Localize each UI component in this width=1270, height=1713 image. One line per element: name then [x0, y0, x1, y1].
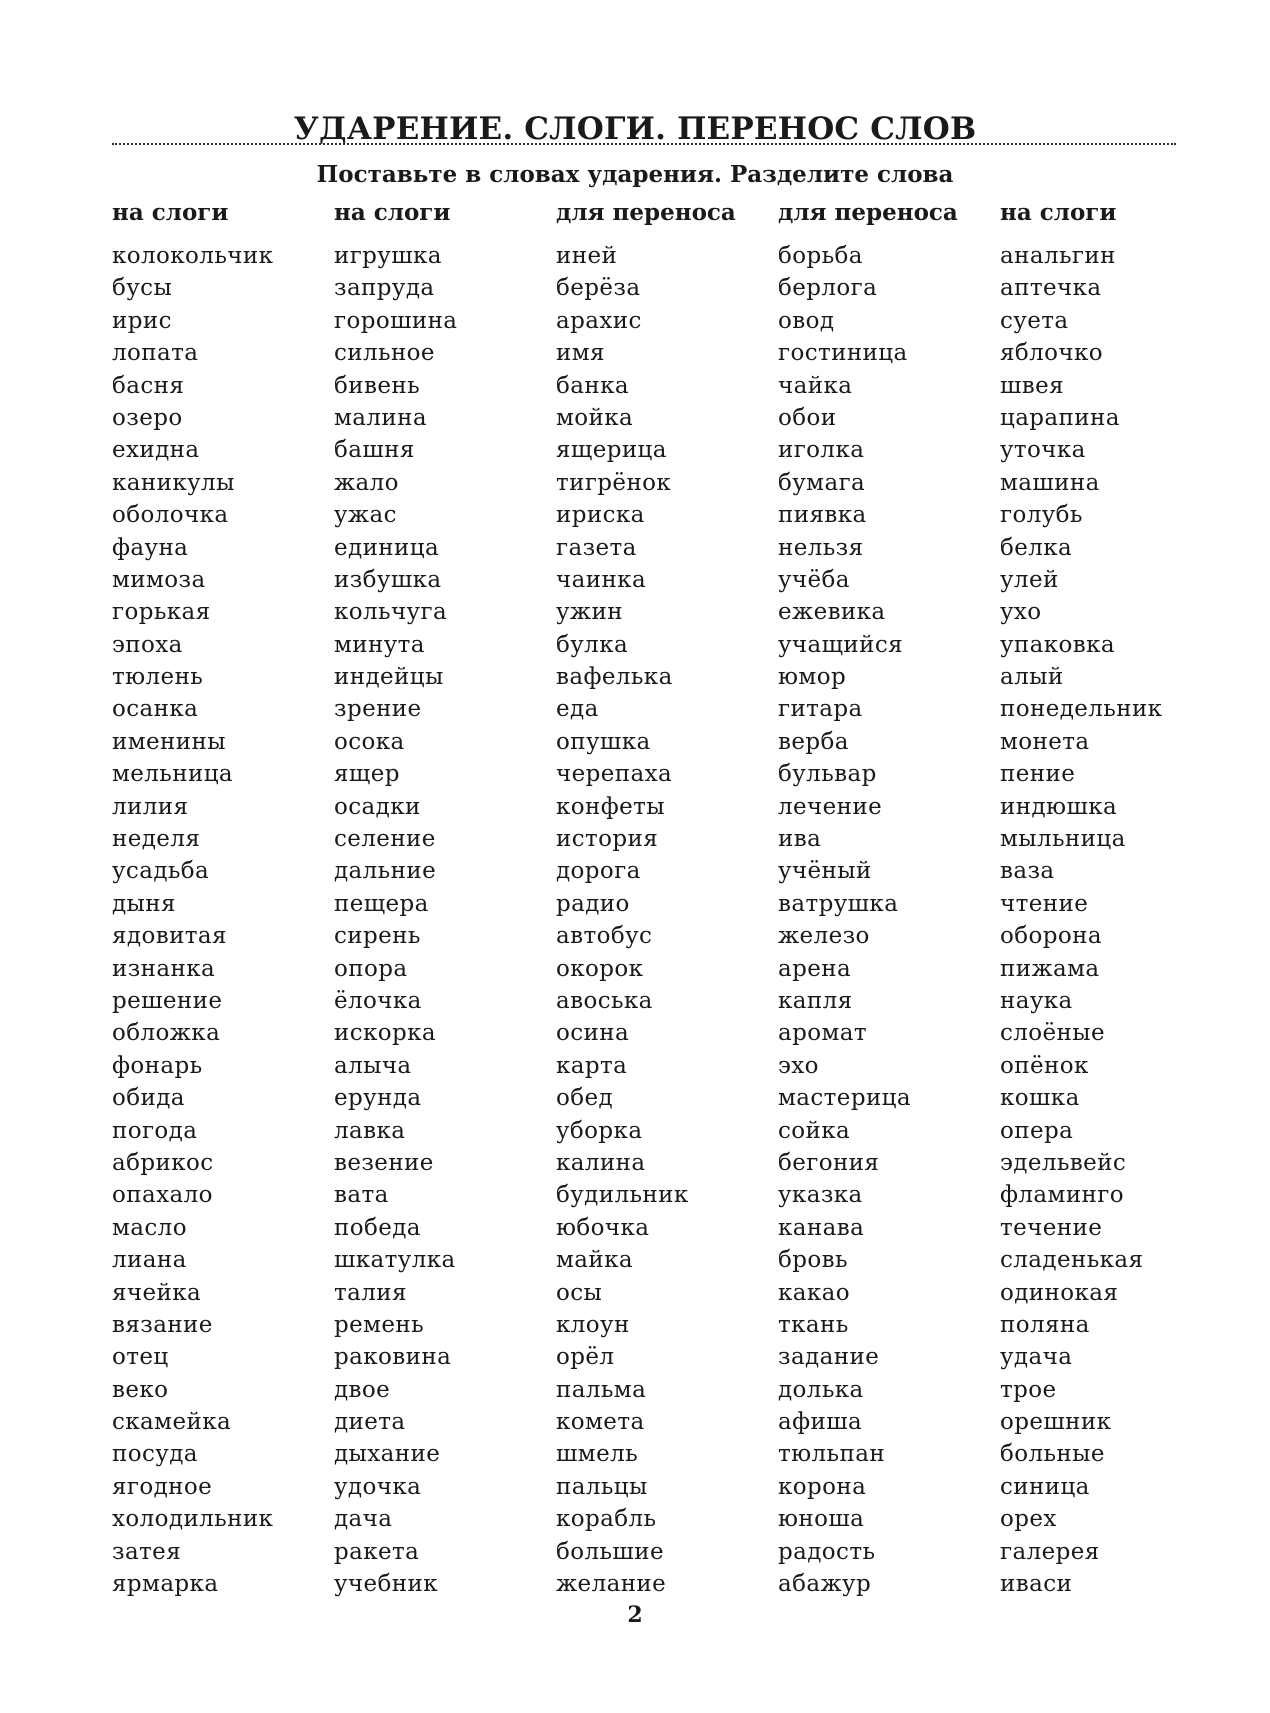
word-item: избушка	[334, 566, 442, 593]
word-item: вата	[334, 1182, 389, 1209]
word-item: учащийся	[778, 631, 904, 658]
word-item: берёза	[556, 275, 641, 302]
word-item: сильное	[334, 340, 435, 367]
word-item: шмель	[556, 1441, 639, 1468]
word-item: ячейка	[112, 1279, 202, 1306]
word-column-4	[778, 198, 996, 1600]
word-item: арахис	[556, 307, 642, 334]
word-item: упаковка	[1000, 631, 1116, 658]
word-item: голубь	[1000, 502, 1083, 529]
word-item: белка	[1000, 534, 1073, 561]
word-item: горошина	[334, 307, 458, 334]
exercise-instruction: Поставьте в словах ударения. Разделите слова	[316, 161, 954, 188]
word-item: комета	[556, 1409, 645, 1436]
word-item: ракета	[334, 1538, 420, 1565]
word-column-3	[556, 198, 774, 1600]
word-item: лечение	[778, 793, 883, 820]
word-list	[112, 240, 330, 1600]
word-item: ткань	[778, 1311, 849, 1338]
word-item: клоун	[556, 1311, 630, 1338]
word-item: удача	[1000, 1344, 1073, 1371]
word-item: конфеты	[556, 793, 665, 820]
word-item: юмор	[778, 664, 847, 691]
word-item: черепаха	[556, 761, 673, 788]
word-item: суета	[1000, 307, 1069, 334]
word-item: кольчуга	[334, 599, 448, 626]
word-item: опушка	[556, 728, 651, 755]
word-item: желание	[556, 1571, 667, 1598]
word-item: капля	[778, 987, 853, 1014]
column-header: на слоги	[1000, 199, 1117, 226]
word-item: указка	[778, 1182, 863, 1209]
word-item: железо	[778, 923, 870, 950]
word-item: бусы	[112, 275, 173, 302]
word-item: алыча	[334, 1052, 412, 1079]
word-item: пальцы	[556, 1473, 648, 1500]
word-item: чтение	[1000, 890, 1089, 917]
word-item: жало	[334, 469, 399, 496]
word-item: горькая	[112, 599, 211, 626]
word-item: осанка	[112, 696, 199, 723]
word-item: пиявка	[778, 502, 867, 529]
word-item: опора	[334, 955, 408, 982]
word-item: лилия	[112, 793, 189, 820]
word-item: течение	[1000, 1214, 1103, 1241]
word-item: дальние	[334, 858, 437, 885]
word-item: бегония	[778, 1149, 880, 1176]
word-item: индюшка	[1000, 793, 1118, 820]
word-item: юбочка	[556, 1214, 650, 1241]
word-item: верба	[778, 728, 849, 755]
word-item: скамейка	[112, 1409, 232, 1436]
word-item: будильник	[556, 1182, 689, 1209]
word-item: двое	[334, 1376, 391, 1403]
word-item: кошка	[1000, 1085, 1080, 1112]
word-item: учёба	[778, 566, 850, 593]
word-item: синица	[1000, 1473, 1090, 1500]
word-item: поляна	[1000, 1311, 1090, 1338]
word-item: эдельвейс	[1000, 1149, 1127, 1176]
word-item: каникулы	[112, 469, 235, 496]
word-item: мойка	[556, 404, 634, 431]
word-item: погода	[112, 1117, 198, 1144]
word-item: больные	[1000, 1441, 1105, 1468]
word-item: искорка	[334, 1020, 437, 1047]
word-item: ириска	[556, 502, 645, 529]
word-item: зрение	[334, 696, 422, 723]
word-item: авоська	[556, 987, 653, 1014]
word-item: улей	[1000, 566, 1059, 593]
column-header: для переноса	[556, 199, 736, 226]
word-item: эхо	[778, 1052, 819, 1079]
word-item: дыхание	[334, 1441, 441, 1468]
word-item: победа	[334, 1214, 421, 1241]
word-item: оболочка	[112, 502, 229, 529]
word-item: тюлень	[112, 664, 204, 691]
word-item: пение	[1000, 761, 1076, 788]
word-item: озеро	[112, 404, 183, 431]
word-item: уборка	[556, 1117, 643, 1144]
word-item: фауна	[112, 534, 189, 561]
word-item: пещера	[334, 890, 429, 917]
word-item: опёнок	[1000, 1052, 1089, 1079]
word-item: ирис	[112, 307, 172, 334]
word-item: усадьба	[112, 858, 210, 885]
word-item: обида	[112, 1085, 185, 1112]
word-list	[1000, 240, 1218, 1600]
word-item: швея	[1000, 372, 1065, 399]
word-column-1	[112, 198, 330, 1600]
word-item: тюльпан	[778, 1441, 886, 1468]
column-header: на слоги	[334, 199, 451, 226]
word-item: большие	[556, 1538, 664, 1565]
word-item: бровь	[778, 1247, 848, 1274]
word-item: опера	[1000, 1117, 1074, 1144]
word-item: машина	[1000, 469, 1100, 496]
word-item: талия	[334, 1279, 407, 1306]
word-item: пальма	[556, 1376, 647, 1403]
word-item: долька	[778, 1376, 864, 1403]
word-item: орёл	[556, 1344, 615, 1371]
word-item: аромат	[778, 1020, 868, 1047]
word-item: фонарь	[112, 1052, 203, 1079]
word-item: лопата	[112, 340, 199, 367]
word-item: гостиница	[778, 340, 908, 367]
word-item: осина	[556, 1020, 630, 1047]
word-item: осадки	[334, 793, 421, 820]
word-item: диета	[334, 1409, 406, 1436]
word-item: мастерица	[778, 1085, 911, 1112]
word-item: посуда	[112, 1441, 198, 1468]
word-item: какао	[778, 1279, 851, 1306]
word-item: мимоза	[112, 566, 206, 593]
word-item: учебник	[334, 1571, 439, 1598]
word-item: сирень	[334, 923, 421, 950]
word-item: изнанка	[112, 955, 216, 982]
word-item: дача	[334, 1506, 393, 1533]
word-item: понедельник	[1000, 696, 1163, 723]
word-item: афиша	[778, 1409, 863, 1436]
word-item: опахало	[112, 1182, 213, 1209]
word-item: радио	[556, 890, 630, 917]
word-item: арена	[778, 955, 852, 982]
word-item: абажур	[778, 1571, 872, 1598]
word-item: корона	[778, 1473, 867, 1500]
word-item: тигрёнок	[556, 469, 672, 496]
word-item: басня	[112, 372, 185, 399]
word-list	[778, 240, 996, 1600]
word-columns	[0, 198, 1270, 1598]
word-item: чайка	[778, 372, 853, 399]
column-header: на слоги	[112, 199, 229, 226]
word-item: отец	[112, 1344, 169, 1371]
word-item: иней	[556, 243, 618, 269]
word-item: сойка	[778, 1117, 851, 1144]
word-item: затея	[112, 1538, 182, 1565]
word-item: монета	[1000, 728, 1090, 755]
word-item: веко	[112, 1376, 169, 1403]
word-item: минута	[334, 631, 425, 658]
word-item: ужас	[334, 502, 397, 529]
word-item: ёлочка	[334, 987, 422, 1014]
word-item: орешник	[1000, 1409, 1112, 1436]
word-item: мельница	[112, 761, 233, 788]
word-item: имя	[556, 340, 605, 367]
word-item: селение	[334, 826, 436, 853]
word-item: ягодное	[112, 1473, 213, 1500]
word-item: индейцы	[334, 664, 444, 691]
word-item: раковина	[334, 1344, 452, 1371]
word-item: оборона	[1000, 923, 1102, 950]
word-item: решение	[112, 987, 223, 1014]
word-item: окорок	[556, 955, 644, 982]
word-item: овод	[778, 307, 835, 334]
word-item: борьба	[778, 243, 863, 269]
word-item: лавка	[334, 1117, 406, 1144]
word-item: ухо	[1000, 599, 1042, 626]
word-item: везение	[334, 1149, 434, 1176]
word-item: осока	[334, 728, 405, 755]
word-item: ватрушка	[778, 890, 899, 917]
word-item: обои	[778, 404, 837, 431]
word-item: ярмарка	[112, 1571, 219, 1598]
word-item: берлога	[778, 275, 878, 302]
word-item: нельзя	[778, 534, 864, 561]
word-item: масло	[112, 1214, 187, 1241]
word-item: иваси	[1000, 1571, 1073, 1598]
word-item: сладенькая	[1000, 1247, 1144, 1274]
word-item: бумага	[778, 469, 866, 496]
word-item: алый	[1000, 664, 1064, 691]
page-title: УДАРЕНИЕ. СЛОГИ. ПЕРЕНОС СЛОВ	[293, 110, 977, 147]
word-item: ехидна	[112, 437, 200, 464]
word-item: мыльница	[1000, 826, 1126, 853]
word-item: дорога	[556, 858, 641, 885]
word-item: еда	[556, 696, 599, 723]
word-item: дыня	[112, 890, 176, 917]
word-item: анальгин	[1000, 243, 1116, 269]
word-item: ремень	[334, 1311, 425, 1338]
word-item: лиана	[112, 1247, 187, 1274]
word-item: эпоха	[112, 631, 183, 658]
word-item: ящерица	[556, 437, 667, 464]
word-item: ерунда	[334, 1085, 422, 1112]
word-item: вязание	[112, 1311, 213, 1338]
word-item: учёный	[778, 858, 872, 885]
word-item: ужин	[556, 599, 623, 626]
word-item: одинокая	[1000, 1279, 1119, 1306]
word-item: история	[556, 826, 659, 853]
word-item: чаинка	[556, 566, 647, 593]
word-item: иголка	[778, 437, 865, 464]
word-item: майка	[556, 1247, 634, 1274]
word-item: бульвар	[778, 761, 877, 788]
word-list	[334, 240, 552, 1600]
word-item: осы	[556, 1279, 603, 1306]
word-item: игрушка	[334, 243, 442, 269]
word-item: автобус	[556, 923, 653, 950]
word-item: трое	[1000, 1376, 1057, 1403]
word-item: корабль	[556, 1506, 657, 1533]
word-item: газета	[556, 534, 637, 561]
word-item: неделя	[112, 826, 201, 853]
word-item: наука	[1000, 987, 1073, 1014]
word-item: обед	[556, 1085, 614, 1112]
word-item: аптечка	[1000, 275, 1102, 302]
word-item: шкатулка	[334, 1247, 456, 1274]
word-item: карта	[556, 1052, 628, 1079]
word-item: холодильник	[112, 1506, 274, 1533]
word-column-2	[334, 198, 552, 1600]
word-item: слоёные	[1000, 1020, 1105, 1047]
word-item: калина	[556, 1149, 646, 1176]
word-item: малина	[334, 404, 427, 431]
word-item: яблочко	[1000, 340, 1104, 367]
word-column-5	[1000, 198, 1218, 1600]
word-item: колокольчик	[112, 243, 274, 269]
word-item: царапина	[1000, 404, 1120, 431]
word-item: орех	[1000, 1506, 1057, 1533]
column-header: для переноса	[778, 199, 958, 226]
word-item: ящер	[334, 761, 400, 788]
page-number: 2	[627, 1602, 643, 1628]
word-item: банка	[556, 372, 629, 399]
word-item: запруда	[334, 275, 435, 302]
word-item: единица	[334, 534, 440, 561]
word-list	[556, 240, 774, 1600]
word-item: гитара	[778, 696, 863, 723]
word-item: башня	[334, 437, 415, 464]
word-item: удочка	[334, 1473, 422, 1500]
word-item: радость	[778, 1538, 876, 1565]
word-item: вафелька	[556, 664, 673, 691]
word-item: бивень	[334, 372, 420, 399]
word-item: ива	[778, 826, 822, 853]
word-item: уточка	[1000, 437, 1086, 464]
word-item: ежевика	[778, 599, 886, 626]
word-item: булка	[556, 631, 629, 658]
word-item: юноша	[778, 1506, 865, 1533]
word-item: именины	[112, 728, 226, 755]
word-item: ядовитая	[112, 923, 227, 950]
word-item: абрикос	[112, 1149, 214, 1176]
word-item: ваза	[1000, 858, 1055, 885]
word-item: канава	[778, 1214, 865, 1241]
word-item: фламинго	[1000, 1182, 1124, 1209]
word-item: пижама	[1000, 955, 1100, 982]
word-item: галерея	[1000, 1538, 1100, 1565]
word-item: обложка	[112, 1020, 221, 1047]
word-item: задание	[778, 1344, 880, 1371]
dotted-divider	[112, 143, 1176, 145]
